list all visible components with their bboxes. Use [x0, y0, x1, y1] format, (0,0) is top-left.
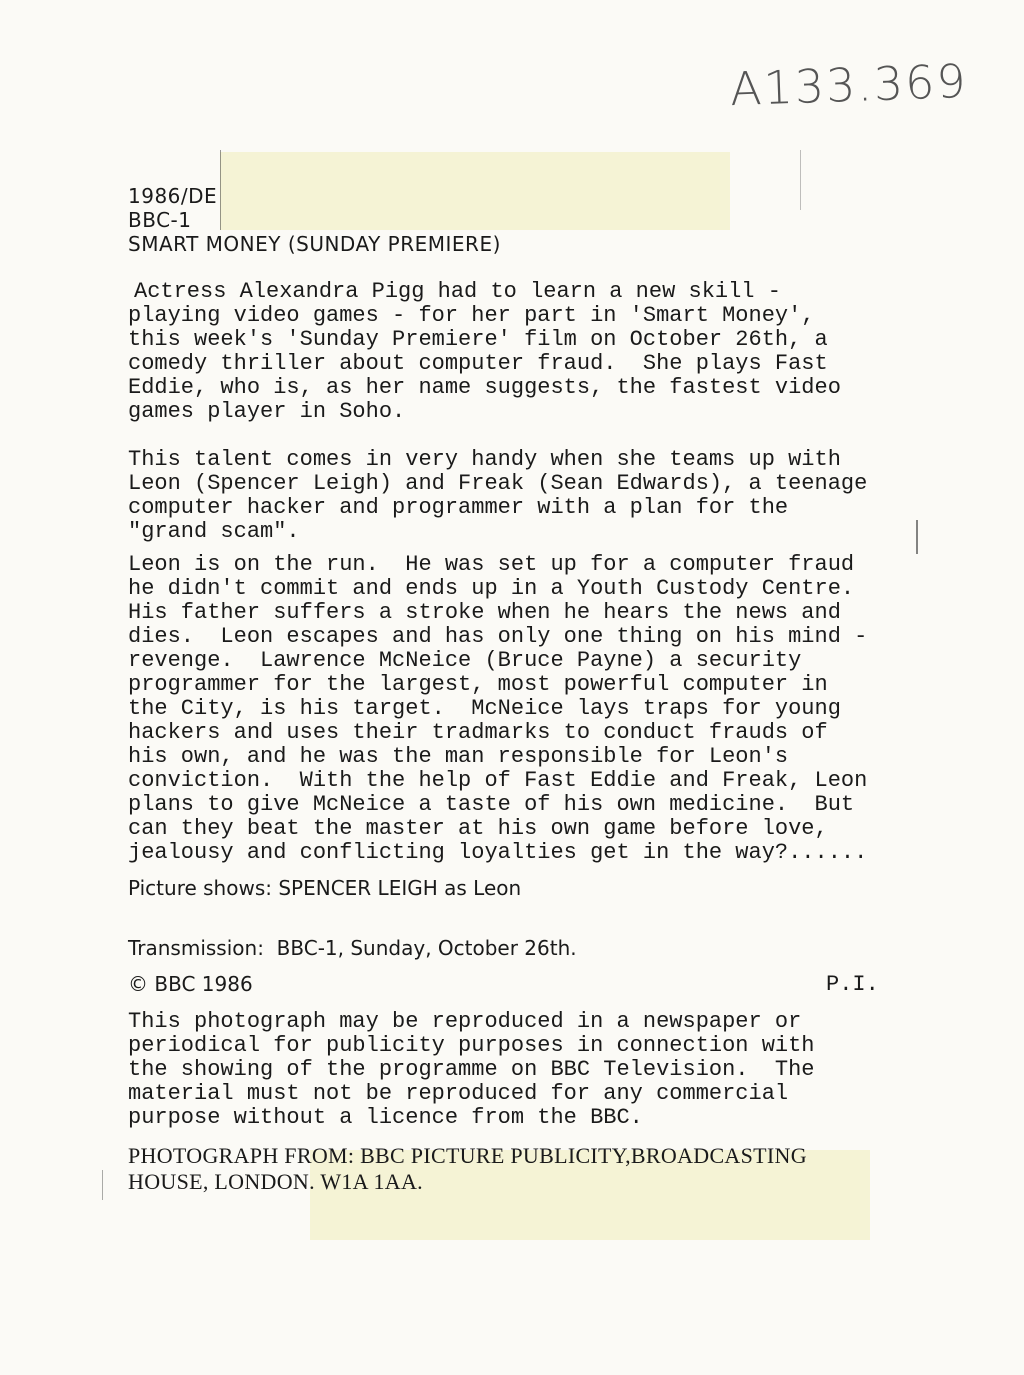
- paragraph3-line: can they beat the master at his own game before love,: [128, 816, 828, 841]
- tape-strip-top: [220, 152, 730, 230]
- paragraph3-line: dies. Leon escapes and has only one thing on his mind -: [128, 624, 868, 649]
- paragraph3-line: Leon is on the run. He was set up for a computer fraud: [128, 552, 855, 577]
- copyright-line: © BBC 1986: [128, 972, 253, 996]
- paragraph3-line: plans to give McNeice a taste of his own medicine. But: [128, 792, 855, 817]
- header-code: 1986/DE: [128, 184, 218, 208]
- paragraph4-line: material must not be reproduced for any commercial: [128, 1081, 789, 1106]
- paragraph3-line: conviction. With the help of Fast Eddie and Freak, Leon: [128, 768, 868, 793]
- paragraph3-line: His father suffers a stroke when he hears the news and: [128, 600, 841, 625]
- paragraph1-line: games player in Soho.: [128, 399, 406, 424]
- header-title: SMART MONEY (SUNDAY PREMIERE): [128, 232, 501, 256]
- paragraph3-line: jealousy and conflicting loyalties get in the way?......: [128, 840, 868, 865]
- paragraph3-line: the City, is his target. McNeice lays traps for young: [128, 696, 841, 721]
- archive-number: A133.369: [729, 53, 969, 117]
- paragraph1-line: comedy thriller about computer fraud. She plays Fast: [128, 351, 828, 376]
- paragraph1-line: playing video games - for her part in 'Smart Money',: [128, 303, 815, 328]
- paragraph2-line: "grand scam".: [128, 519, 300, 544]
- paragraph3-line: his own, and he was the man responsible for Leon's: [128, 744, 789, 769]
- paragraph1-line: Actress Alexandra Pigg had to learn a new skill -: [134, 279, 781, 304]
- header-channel: BBC-1: [128, 208, 192, 232]
- footer-line: PHOTOGRAPH FROM: BBC PICTURE PUBLICITY,BROADCASTING: [128, 1143, 807, 1168]
- pi-label: P.I.: [826, 972, 879, 997]
- paragraph1-line: this week's 'Sunday Premiere' film on October 26th, a: [128, 327, 828, 352]
- paragraph1-line: Eddie, who is, as her name suggests, the fastest video: [128, 375, 841, 400]
- paragraph4-line: periodical for publicity purposes in connection with: [128, 1033, 815, 1058]
- paragraph3-line: hackers and uses their tradmarks to conduct frauds of: [128, 720, 828, 745]
- paragraph3-line: programmer for the largest, most powerful computer in: [128, 672, 828, 697]
- transmission-line: Transmission: BBC-1, Sunday, October 26th.: [128, 936, 577, 960]
- scratch-mark: [800, 150, 801, 210]
- scratch-mark: [916, 520, 918, 554]
- paragraph2-line: This talent comes in very handy when she teams up with: [128, 447, 841, 472]
- paragraph2-line: Leon (Spencer Leigh) and Freak (Sean Edwards), a teenage: [128, 471, 868, 496]
- picture-caption: Picture shows: SPENCER LEIGH as Leon: [128, 876, 522, 900]
- scratch-mark: [102, 1170, 103, 1200]
- paragraph4-line: purpose without a licence from the BBC.: [128, 1105, 643, 1130]
- paragraph4-line: the showing of the programme on BBC Television. The: [128, 1057, 815, 1082]
- paragraph3-line: he didn't commit and ends up in a Youth Custody Centre.: [128, 576, 855, 601]
- scratch-mark: [220, 150, 221, 230]
- footer-line: HOUSE, LONDON. W1A 1AA.: [128, 1169, 423, 1194]
- paragraph2-line: computer hacker and programmer with a plan for the: [128, 495, 789, 520]
- paragraph4-line: This photograph may be reproduced in a newspaper or: [128, 1009, 802, 1034]
- paragraph3-line: revenge. Lawrence McNeice (Bruce Payne) a security: [128, 648, 802, 673]
